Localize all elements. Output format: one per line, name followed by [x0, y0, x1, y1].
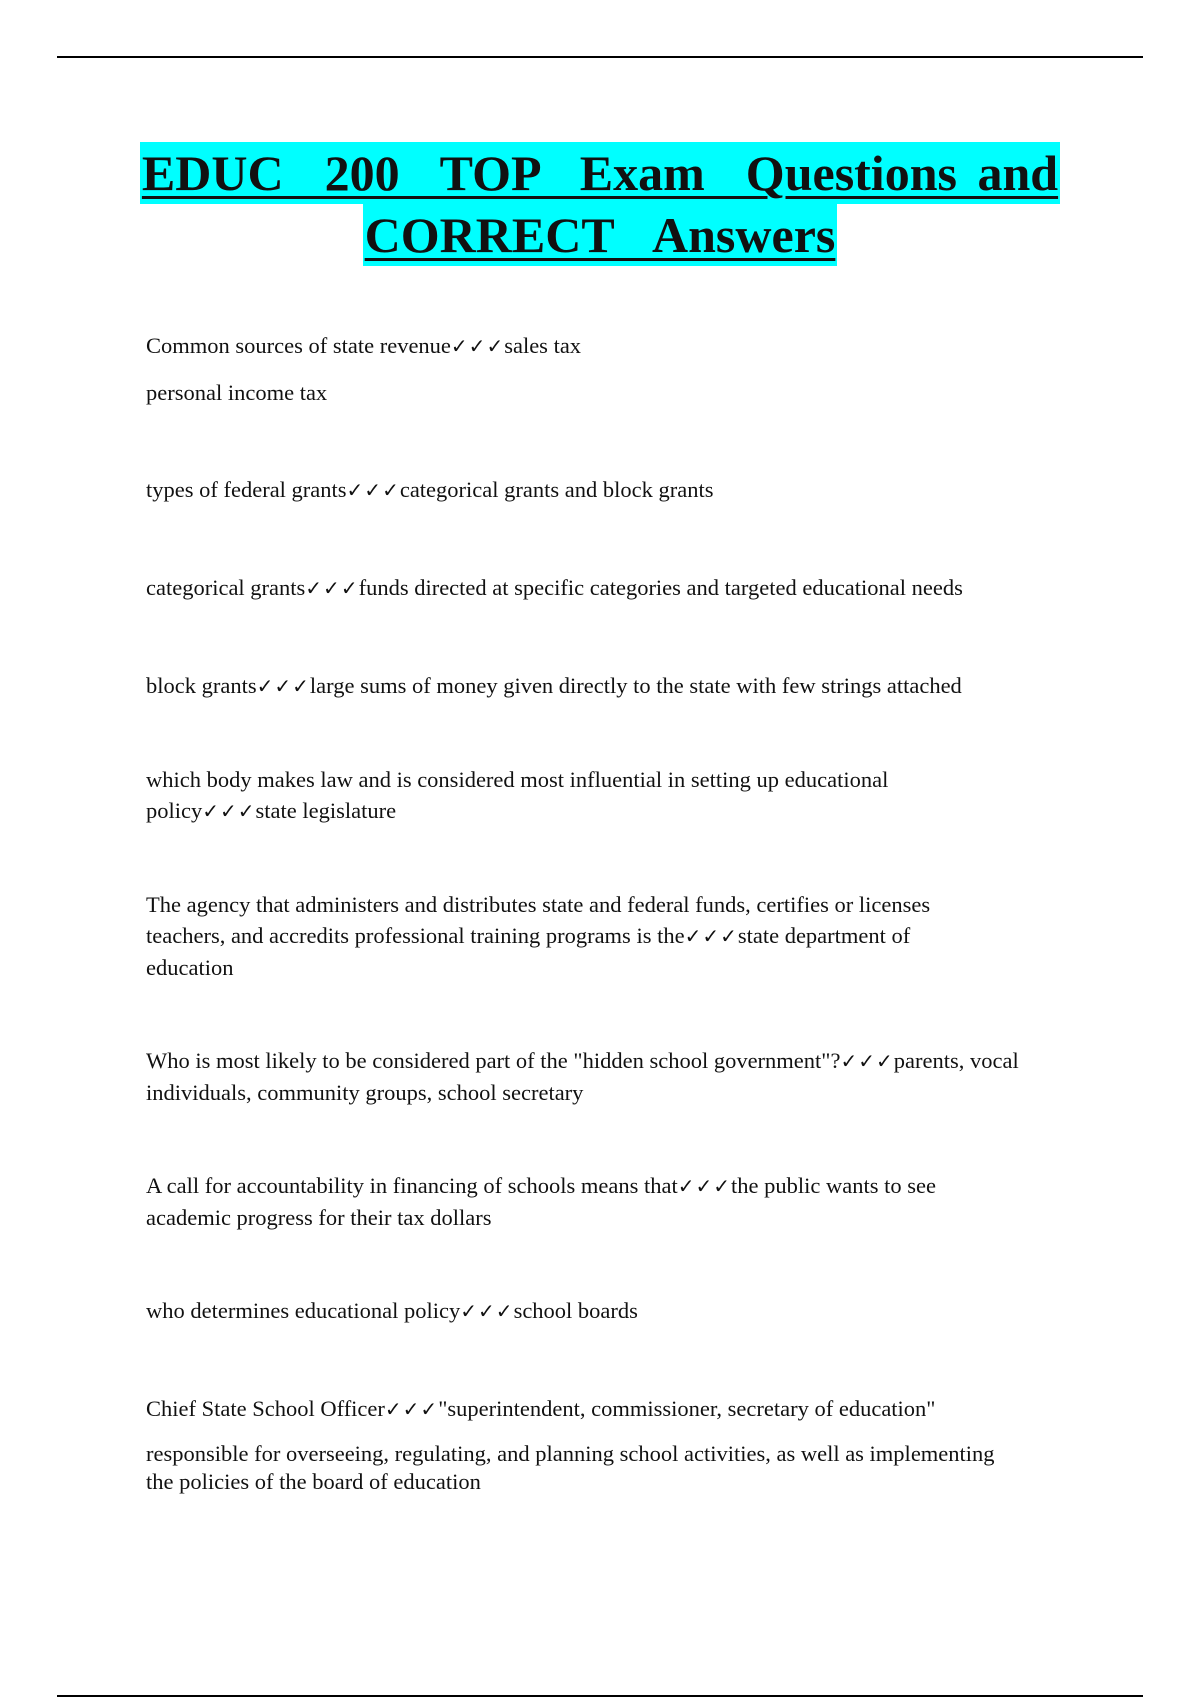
title-line-1: EDUC 200 TOP Exam Questions and — [140, 142, 1060, 204]
qa-item-3 — [146, 572, 1046, 604]
question-text: who determines educational policy — [146, 1298, 461, 1323]
qa-item-10 — [146, 1393, 1006, 1496]
question-text: Chief State School Officer — [146, 1396, 385, 1421]
answer-text: the public wants to see academic progress for their tax dollars — [146, 1173, 936, 1230]
check-marks-icon: ✓✓✓ — [256, 674, 310, 698]
qa-item-2 — [146, 474, 1046, 506]
question-text: which body makes law and is considered most influential in setting up educational policy — [146, 767, 889, 823]
qa-item-6 — [146, 889, 996, 983]
bottom-rule — [57, 1695, 1143, 1697]
check-marks-icon: ✓✓✓ — [346, 478, 400, 502]
question-text: The agency that administers and distributes state and federal funds, certifies or licenses teachers, and accredits professional training programs is the — [146, 892, 931, 948]
qa-item-9 — [146, 1295, 1046, 1327]
qa-item-5 — [146, 764, 966, 827]
check-marks-icon: ✓✓✓ — [384, 1397, 439, 1421]
answer-text: state legislature — [255, 798, 397, 823]
qa-item-4 — [146, 670, 1046, 702]
answer-text: funds directed at specific categories and targeted educational needs — [358, 575, 963, 600]
qa-item-8 — [146, 1170, 1026, 1233]
answer-text: large sums of money given directly to the state with few strings attached — [309, 673, 962, 698]
question-text: Common sources of state revenue — [146, 333, 451, 358]
document-title — [100, 142, 1100, 266]
question-text: block grants — [146, 673, 257, 698]
title-line-2: CORRECT Answers — [363, 204, 838, 266]
answer-continuation: personal income tax — [146, 380, 328, 405]
answer-continuation: responsible for overseeing, regulating, and planning school activities, as well as implementing the policies of the board of education — [146, 1441, 995, 1494]
check-marks-icon: ✓✓✓ — [305, 576, 359, 600]
check-marks-icon: ✓✓✓ — [677, 1174, 732, 1198]
answer-text: sales tax — [504, 333, 582, 358]
answer-text: parents, vocal individuals, community groups, school secretary — [146, 1048, 1019, 1105]
qa-item-1 — [146, 330, 1046, 408]
top-rule — [57, 56, 1143, 58]
answer-text: school boards — [513, 1298, 638, 1323]
question-text: categorical grants — [146, 575, 306, 600]
qa-item-7 — [146, 1045, 1046, 1108]
question-text: Who is most likely to be considered part of the "hidden school government"? — [146, 1048, 841, 1073]
answer-text: "superintendent, commissioner, secretary of education" — [438, 1396, 936, 1421]
question-text: A call for accountability in financing of schools means that — [146, 1173, 678, 1198]
answer-text: state department of education — [146, 923, 911, 980]
check-marks-icon: ✓✓✓ — [840, 1049, 894, 1073]
answer-text: categorical grants and block grants — [399, 477, 714, 502]
qa-list — [146, 330, 1046, 1496]
check-marks-icon: ✓✓✓ — [450, 334, 505, 358]
question-text: types of federal grants — [146, 477, 347, 502]
check-marks-icon: ✓✓✓ — [684, 924, 738, 948]
check-marks-icon: ✓✓✓ — [202, 799, 256, 823]
check-marks-icon: ✓✓✓ — [460, 1299, 514, 1323]
